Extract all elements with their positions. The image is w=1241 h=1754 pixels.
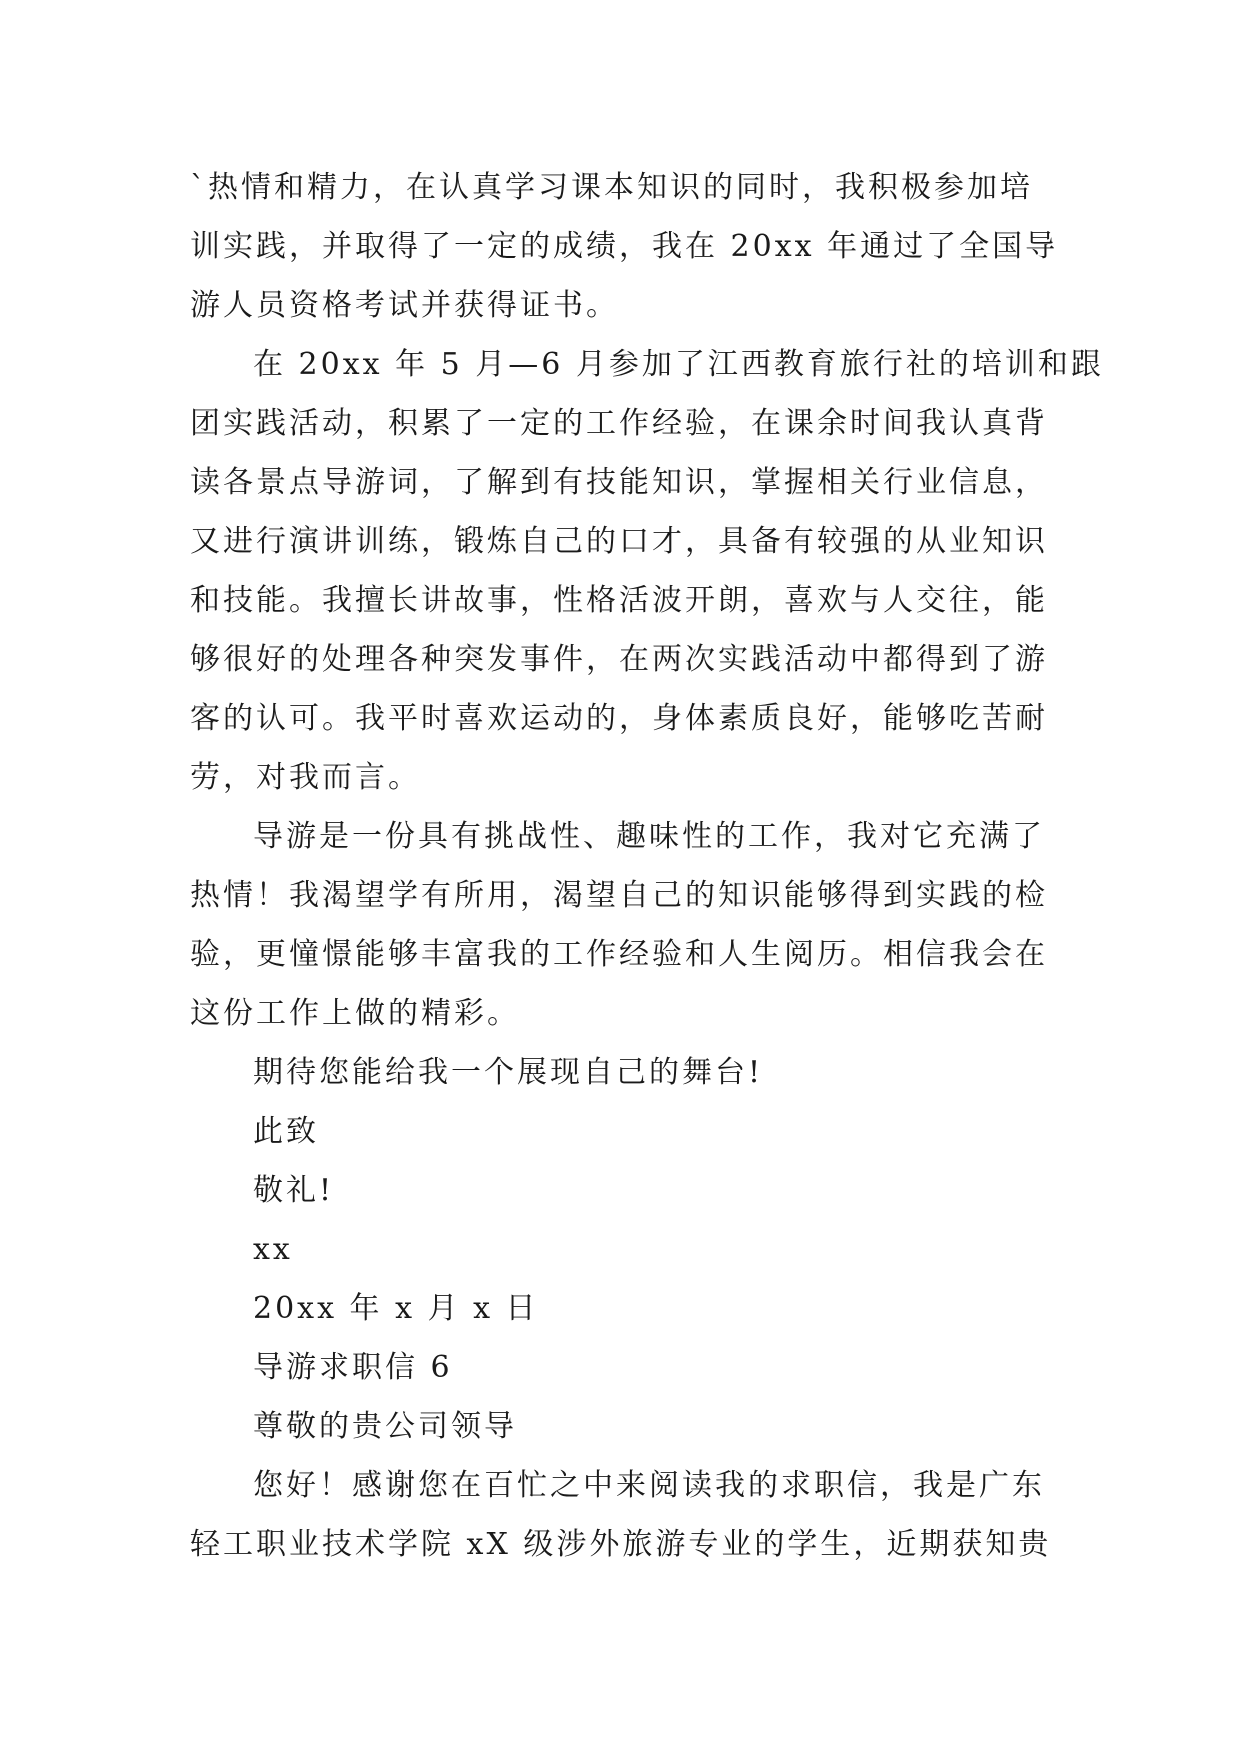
text-line: `热情和精力，在认真学习课本知识的同时，我积极参加培 xyxy=(190,170,1033,205)
text-line: 这份工作上做的精彩。 xyxy=(190,996,520,1031)
text-line: 劳，对我而言。 xyxy=(190,760,421,795)
paragraph-start-line: 导游是一份具有挑战性、趣味性的工作，我对它充满了 xyxy=(253,819,1045,854)
text-line: 游人员资格考试并获得证书。 xyxy=(190,288,619,323)
closing-wish: 期待您能给我一个展现自己的舞台! xyxy=(253,1055,764,1090)
signature-date: 20xx 年 x 月 x 日 xyxy=(253,1291,539,1326)
text-line: 团实践活动，积累了一定的工作经验，在课余时间我认真背 xyxy=(190,406,1048,441)
salutation-closing: 此致 xyxy=(253,1114,319,1149)
salutation-regards: 敬礼! xyxy=(253,1173,335,1208)
text-line: 读各景点导游词，了解到有技能知识，掌握相关行业信息， xyxy=(190,465,1048,500)
text-line: 和技能。我擅长讲故事，性格活波开朗，喜欢与人交往，能 xyxy=(190,583,1048,618)
letter-body xyxy=(190,158,1104,1574)
text-line: 够很好的处理各种突发事件，在两次实践活动中都得到了游 xyxy=(190,642,1048,677)
text-line: 客的认可。我平时喜欢运动的，身体素质良好，能够吃苦耐 xyxy=(190,701,1048,736)
letter-greeting: 尊敬的贵公司领导 xyxy=(253,1409,517,1444)
text-line: 又进行演讲训练，锻炼自己的口才，具备有较强的从业知识 xyxy=(190,524,1048,559)
text-line: 热情！我渴望学有所用，渴望自己的知识能够得到实践的检 xyxy=(190,878,1048,913)
text-line: 验，更憧憬能够丰富我的工作经验和人生阅历。相信我会在 xyxy=(190,937,1048,972)
text-line: 训实践，并取得了一定的成绩，我在 20xx 年通过了全国导 xyxy=(190,229,1059,264)
paragraph-start-line: 您好！感谢您在百忙之中来阅读我的求职信，我是广东 xyxy=(253,1468,1045,1503)
text-line: 轻工职业技术学院 xX 级涉外旅游专业的学生，近期获知贵 xyxy=(190,1527,1052,1562)
section-heading: 导游求职信 6 xyxy=(253,1350,453,1385)
signature-name: xx xyxy=(253,1232,293,1267)
paragraph-start-line: 在 20xx 年 5 月—6 月参加了江西教育旅行社的培训和跟 xyxy=(253,347,1104,382)
